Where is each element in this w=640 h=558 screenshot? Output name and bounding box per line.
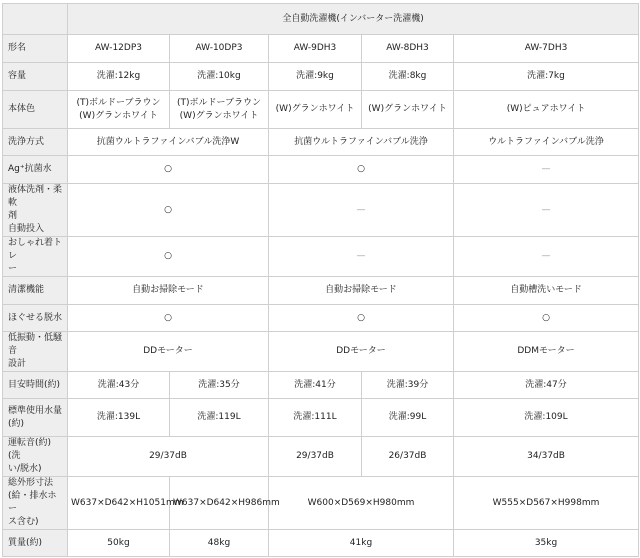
row-delicate-tray — [3, 237, 639, 277]
table-cell: 34/37dB — [454, 437, 639, 477]
row-label: 運転音(約) (洗 い/脱水) — [3, 437, 68, 477]
table-cell: W637×D642×H986mm — [170, 477, 269, 530]
table-cell: DDMモーター — [454, 332, 639, 372]
table-cell: 洗濯:9kg — [269, 63, 362, 91]
table-cell: 41kg — [269, 530, 454, 557]
row-water — [3, 399, 639, 437]
row-label: 目安時間(約) — [3, 372, 68, 399]
table-cell: 35kg — [454, 530, 639, 557]
table-cell: 50kg — [68, 530, 170, 557]
table-cell: — — [454, 156, 639, 184]
row-cleaning — [3, 277, 639, 305]
row-noise — [3, 437, 639, 477]
row-label: ほぐせる脱水 — [3, 305, 68, 332]
table-cell: 洗濯:43分 — [68, 372, 170, 399]
row-wash-method — [3, 129, 639, 156]
table-cell: 抗菌ウルトラファインバブル洗浄W — [68, 129, 269, 156]
spec-table — [2, 3, 639, 557]
table-cell: — — [269, 184, 454, 237]
row-auto-dispense — [3, 184, 639, 237]
row-label: 容量 — [3, 63, 68, 91]
row-label: 低振動・低騒音 設計 — [3, 332, 68, 372]
table-cell: 洗濯:99L — [362, 399, 454, 437]
table-cell: ○ — [68, 156, 269, 184]
table-cell: — — [269, 237, 454, 277]
row-label: 本体色 — [3, 91, 68, 129]
row-label: 清潔機能 — [3, 277, 68, 305]
model-aw-10dp3: AW-10DP3 — [170, 35, 269, 63]
table-cell: 自動お掃除モード — [68, 277, 269, 305]
row-loosen-spin — [3, 305, 639, 332]
row-time — [3, 372, 639, 399]
table-cell: ウルトラファインバブル洗浄 — [454, 129, 639, 156]
header-row — [3, 4, 639, 35]
table-cell: 48kg — [170, 530, 269, 557]
table-cell: 洗濯:35分 — [170, 372, 269, 399]
table-cell: (W)ピュアホワイト — [454, 91, 639, 129]
table-title: 全自動洗濯機(インバーター洗濯機) — [68, 4, 639, 35]
table-cell: ○ — [269, 156, 454, 184]
header-corner — [3, 4, 68, 35]
table-cell: — — [454, 184, 639, 237]
table-cell: 洗濯:41分 — [269, 372, 362, 399]
table-cell: 洗濯:10kg — [170, 63, 269, 91]
table-cell: W637×D642×H1051mm — [68, 477, 170, 530]
row-label: 液体洗剤・柔軟 剤 自動投入 — [3, 184, 68, 237]
table-cell: W555×D567×H998mm — [454, 477, 639, 530]
table-cell: 洗濯:39分 — [362, 372, 454, 399]
table-cell: 洗濯:111L — [269, 399, 362, 437]
model-aw-9dh3: AW-9DH3 — [269, 35, 362, 63]
row-label: Ag⁺抗菌水 — [3, 156, 68, 184]
table-cell: 洗濯:8kg — [362, 63, 454, 91]
table-cell: 洗濯:12kg — [68, 63, 170, 91]
row-capacity — [3, 63, 639, 91]
table-cell: (T)ボルドーブラウン (W)グランホワイト — [170, 91, 269, 129]
row-label: 総外形寸法 (給・排水ホー ス含む) — [3, 477, 68, 530]
table-cell: 洗濯:47分 — [454, 372, 639, 399]
table-cell: 洗濯:109L — [454, 399, 639, 437]
table-cell: ○ — [68, 184, 269, 237]
table-cell: (T)ボルドーブラウン (W)グランホワイト — [68, 91, 170, 129]
table-cell: (W)グランホワイト — [362, 91, 454, 129]
table-cell: 29/37dB — [68, 437, 269, 477]
table-cell: 洗濯:119L — [170, 399, 269, 437]
row-label: おしゃれ着トレ ー — [3, 237, 68, 277]
table-cell: DDモーター — [68, 332, 269, 372]
row-label: 標準使用水量 (約) — [3, 399, 68, 437]
model-aw-8dh3: AW-8DH3 — [362, 35, 454, 63]
row-label: 質量(約) — [3, 530, 68, 557]
table-cell: (W)グランホワイト — [269, 91, 362, 129]
row-label: 洗浄方式 — [3, 129, 68, 156]
row-model — [3, 35, 639, 63]
table-cell: — — [454, 237, 639, 277]
model-aw-12dp3: AW-12DP3 — [68, 35, 170, 63]
table-cell: 29/37dB — [269, 437, 362, 477]
row-ag-water — [3, 156, 639, 184]
table-cell: 洗濯:139L — [68, 399, 170, 437]
table-cell: ○ — [68, 305, 269, 332]
row-dimensions — [3, 477, 639, 530]
table-cell: ○ — [454, 305, 639, 332]
row-body-color — [3, 91, 639, 129]
table-cell: DDモーター — [269, 332, 454, 372]
table-cell: ○ — [68, 237, 269, 277]
row-label: 形名 — [3, 35, 68, 63]
table-cell: W600×D569×H980mm — [269, 477, 454, 530]
row-low-vibration — [3, 332, 639, 372]
model-aw-7dh3: AW-7DH3 — [454, 35, 639, 63]
table-cell: 洗濯:7kg — [454, 63, 639, 91]
row-weight — [3, 530, 639, 557]
table-cell: 26/37dB — [362, 437, 454, 477]
table-cell: 自動槽洗いモード — [454, 277, 639, 305]
table-cell: 自動お掃除モード — [269, 277, 454, 305]
table-cell: ○ — [269, 305, 454, 332]
table-cell: 抗菌ウルトラファインバブル洗浄 — [269, 129, 454, 156]
